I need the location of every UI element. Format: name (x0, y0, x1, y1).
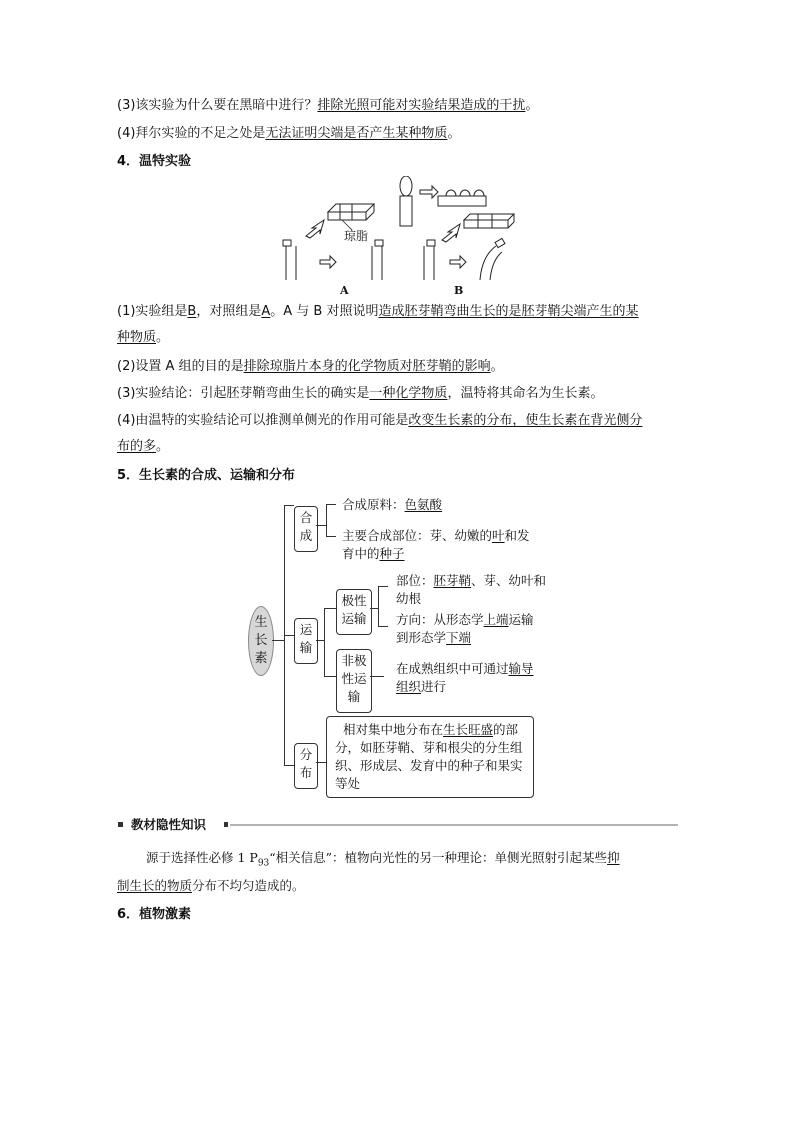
arrow-icon (442, 224, 460, 242)
went-question-4: (4)由温特的实验结论可以推测单侧光的作用可能是改变生长素的分布，使生长素在背光侧分 (117, 413, 643, 428)
hidden-note-2: 制生长的物质分布不均匀造成的。 (117, 878, 305, 893)
went-question-4-cont: 布的多。 (117, 439, 170, 454)
answer-4: 无法证明尖端是否产生某种物质 (265, 126, 448, 141)
node-polar-transport: 极性 运输 (336, 589, 372, 635)
arrow-icon (420, 186, 438, 198)
node-nonpolar-transport: 非极 性运 输 (336, 649, 372, 713)
label-a: A (340, 284, 349, 296)
went-question-3: (3)实验结论：引起胚芽鞘弯曲生长的确实是一种化学物质，温特将其命名为生长素。 (117, 386, 604, 401)
nonpolar-text: 在成熟组织中可通过输导 (396, 661, 534, 676)
node-distribution: 分 布 (294, 743, 318, 789)
question-4: (4)拜尔实验的不足之处是无法证明尖端是否产生某种物质。 (117, 126, 461, 141)
synth-material: 合成原料：色氨酸 (342, 497, 443, 512)
agar-block-top (328, 204, 374, 220)
arrow-icon (306, 220, 324, 238)
question-3: (3)该实验为什么要在黑暗中进行？排除光照可能对实验结果造成的干扰。 (117, 98, 539, 113)
section-heading-4: 4．温特实验 (117, 154, 192, 169)
answer-3: 排除光照可能对实验结果造成的干扰 (317, 98, 526, 113)
mindmap-root-auxin: 生 长 素 (248, 606, 274, 676)
nonpolar-text-cont: 组织进行 (396, 679, 447, 694)
hidden-knowledge-title: 教材隐性知识 (129, 815, 208, 835)
label-agar: 琼脂 (344, 229, 369, 243)
went-question-1-cont: 种物质。 (117, 330, 170, 345)
label-b: B (454, 284, 464, 296)
polar-direction-cont: 到形态学下端 (396, 630, 472, 645)
node-transport: 运 输 (294, 618, 318, 664)
polar-site-cont: 幼根 (396, 591, 422, 606)
coleoptile-tip-on-agar (400, 176, 412, 226)
coleoptile-a-2 (372, 240, 383, 280)
distribution-box: 相对集中地分布在生长旺盛的部 分，如胚芽鞘、芽和根尖的分生组 织、形成层、发育中的种子和果实 等处 (326, 716, 534, 798)
went-question-1: (1)实验组是B，对照组是A。A 与 B 对照说明造成胚芽鞘弯曲生长的是胚芽鞘尖端产生的某 (117, 304, 639, 319)
agar-block-bottom-right (464, 214, 514, 228)
went-question-2: (2)设置 A 组的目的是排除琼脂片本身的化学物质对胚芽鞘的影响。 (117, 359, 504, 374)
section-heading-6: 6．植物激素 (117, 907, 192, 922)
arrow-icon (450, 256, 466, 268)
coleoptile-b-bent (480, 238, 505, 280)
node-synthesis: 合 成 (294, 506, 318, 552)
synth-site-cont: 育中的种子 (342, 546, 405, 561)
hidden-note-1: 源于选择性必修 1 $P_{93}“$相关信息”：植物向光性的另一种理论：单侧光照射引起某些抑 (146, 850, 620, 869)
coleoptile-b-1 (424, 240, 435, 280)
agar-blocks-right (438, 190, 486, 206)
section-heading-5: 5．生长素的合成、运输和分布 (117, 468, 296, 483)
polar-direction: 方向：从形态学上端运输 (396, 612, 534, 627)
polar-site: 部位：胚芽鞘、芽、幼叶和 (396, 573, 547, 588)
synth-site: 主要合成部位：芽、幼嫩的叶和发 (342, 528, 530, 543)
went-experiment-diagram (260, 176, 540, 296)
arrow-icon (320, 256, 336, 268)
coleoptile-a-1 (283, 240, 296, 280)
